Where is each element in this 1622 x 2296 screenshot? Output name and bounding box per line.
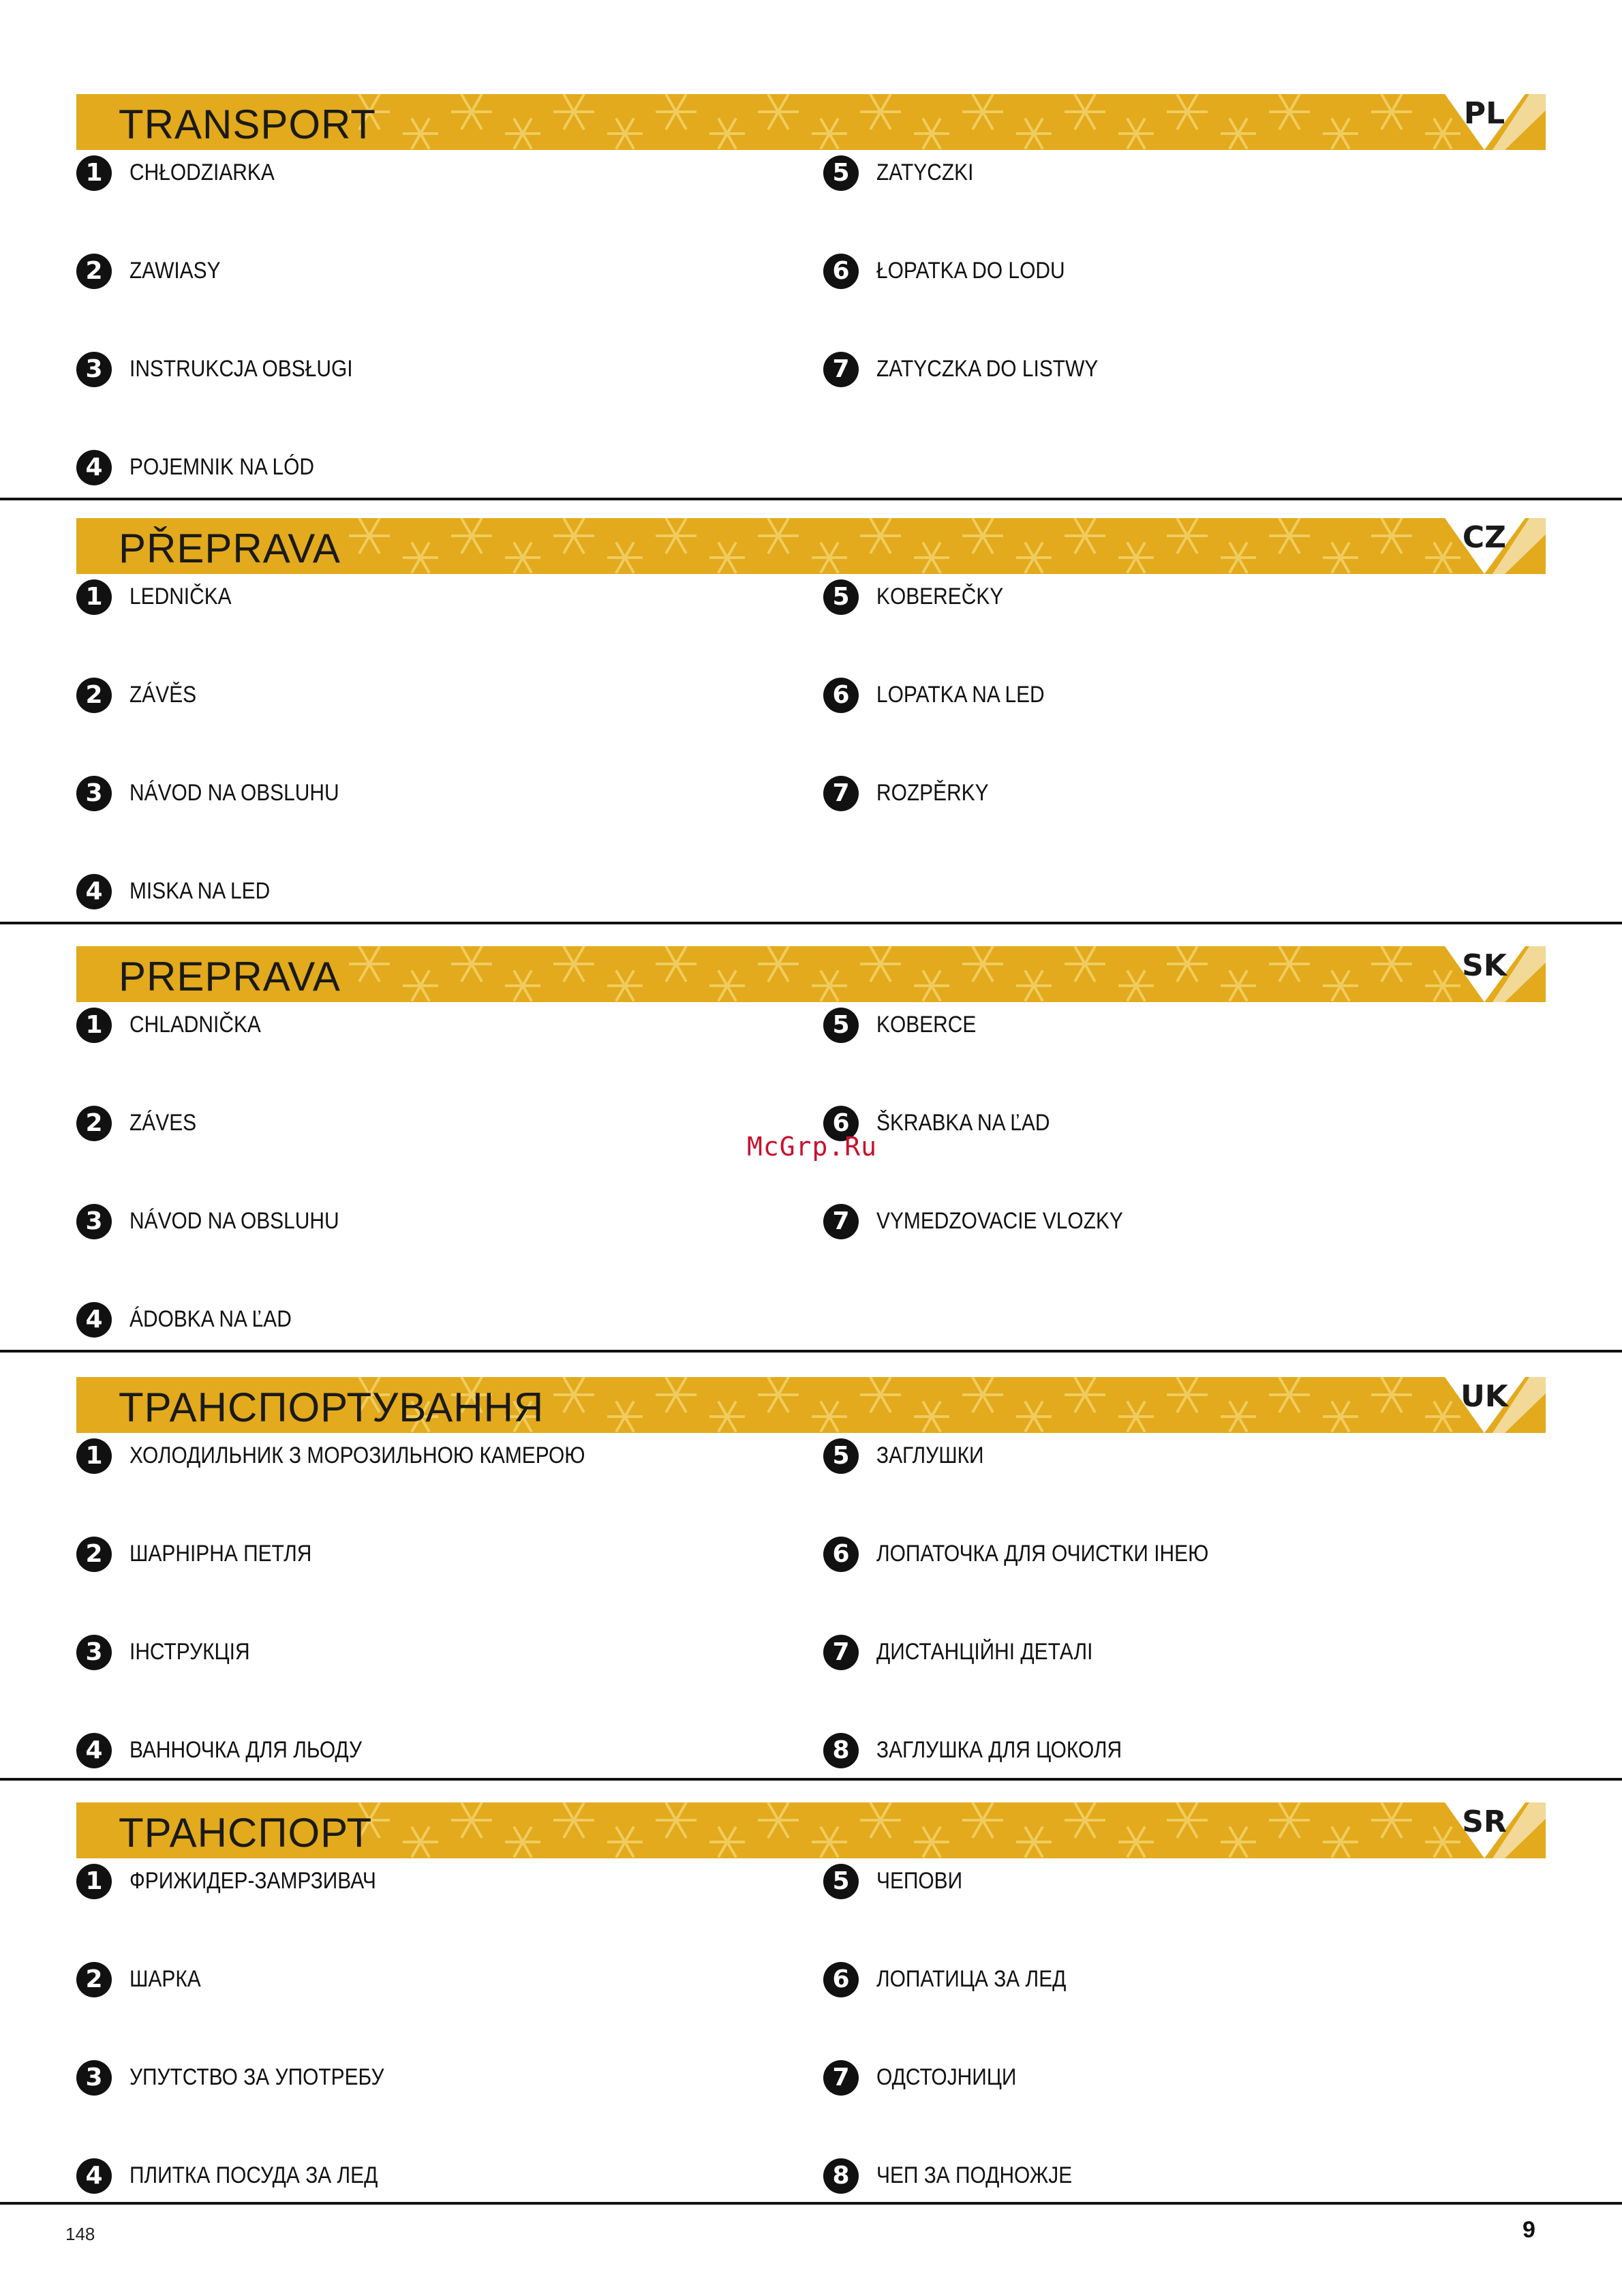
- item-number-badge: 4: [76, 874, 112, 909]
- language-code: UK: [1460, 1379, 1508, 1414]
- item-label: LOPATKA NA LED: [876, 682, 1045, 708]
- section-title: PREPRAVA: [119, 954, 341, 999]
- section-divider-line: [0, 2202, 1622, 2205]
- item-number-badge: 3: [76, 776, 112, 811]
- item-number-badge: 6: [823, 1962, 859, 1997]
- item-label: ŠKRABKA NA ĽAD: [876, 1110, 1050, 1136]
- item-label: ОДСТОЈНИЦИ: [876, 2064, 1017, 2090]
- item-number-badge: 3: [76, 2060, 112, 2096]
- footer-page-number-right: 9: [1522, 2217, 1535, 2243]
- item-label: NÁVOD NA OBSLUHU: [129, 780, 339, 806]
- item-number-badge: 2: [76, 254, 112, 289]
- item-number-badge: 5: [823, 579, 859, 615]
- item-label: KOBEREČKY: [876, 584, 1004, 609]
- section-header-band: [76, 1377, 1546, 1433]
- item-number-badge: 3: [76, 1635, 112, 1670]
- item-number-badge: 7: [823, 1635, 859, 1670]
- item-label: ЛОПАТОЧКА ДЛЯ ОЧИСТКИ ІНЕЮ: [876, 1541, 1209, 1567]
- item-number-badge: 1: [76, 1864, 112, 1899]
- language-code: PL: [1463, 96, 1505, 131]
- item-number-badge: 5: [823, 1864, 859, 1899]
- item-label: ЧЕП ЗА ПОДНОЖЈЕ: [876, 2162, 1073, 2188]
- language-code: SR: [1462, 1804, 1507, 1839]
- item-number-badge: 5: [823, 1438, 859, 1474]
- section-header-band: [76, 946, 1546, 1002]
- language-tab: [1445, 518, 1546, 574]
- item-number-badge: 4: [76, 2158, 112, 2194]
- section-title: ТРАНСПОРТУВАННЯ: [119, 1385, 545, 1430]
- item-label: KOBERCE: [876, 1012, 977, 1038]
- item-number-badge: 3: [76, 352, 112, 387]
- item-label: ВАННОЧКА ДЛЯ ЛЬОДУ: [129, 1737, 363, 1763]
- section-header-band: [76, 94, 1546, 150]
- section-divider-line: [0, 922, 1622, 924]
- item-number-badge: 4: [76, 450, 112, 485]
- item-number-badge: 6: [823, 678, 859, 713]
- item-number-badge: 2: [76, 1537, 112, 1572]
- item-label: ХОЛОДИЛЬНИК З МОРОЗИЛЬНОЮ КАМЕРОЮ: [129, 1442, 585, 1468]
- item-label: POJEMNIK NA LÓD: [129, 454, 315, 480]
- item-label: ZATYCZKI: [876, 160, 974, 185]
- item-label: ZATYCZKA DO LISTWY: [876, 356, 1099, 382]
- item-label: CHLADNIČKA: [129, 1012, 261, 1038]
- item-number-badge: 6: [823, 254, 859, 289]
- language-code: SK: [1462, 948, 1507, 983]
- item-label: ЗАГЛУШКА ДЛЯ ЦОКОЛЯ: [876, 1737, 1122, 1763]
- item-number-badge: 1: [76, 155, 112, 191]
- item-label: INSTRUKCJA OBSŁUGI: [129, 356, 353, 382]
- item-label: ДИСТАНЦІЙНІ ДЕТАЛІ: [876, 1639, 1093, 1665]
- section-divider-line: [0, 498, 1622, 500]
- item-label: VYMEDZOVACIE VLOZKY: [876, 1208, 1123, 1234]
- watermark-text: McGrp.Ru: [747, 1132, 878, 1162]
- item-number-badge: 3: [76, 1204, 112, 1239]
- item-number-badge: 8: [823, 2158, 859, 2194]
- item-number-badge: 1: [76, 579, 112, 615]
- section-title: PŘEPRAVA: [119, 526, 341, 571]
- item-label: ПЛИТКА ПОСУДА ЗА ЛЕД: [129, 2162, 378, 2188]
- language-tab: [1445, 94, 1546, 150]
- item-label: NÁVOD NA OBSLUHU: [129, 1208, 339, 1234]
- item-label: ZAWIASY: [129, 258, 221, 284]
- item-number-badge: 6: [823, 1537, 859, 1572]
- item-number-badge: 2: [76, 678, 112, 713]
- section-header-band: [76, 1802, 1546, 1858]
- item-number-badge: 4: [76, 1302, 112, 1338]
- item-number-badge: 6: [823, 1106, 859, 1141]
- item-number-badge: 2: [76, 1106, 112, 1141]
- item-number-badge: 7: [823, 352, 859, 387]
- language-tab: [1445, 946, 1546, 1002]
- item-label: ŁOPATKA DO LODU: [876, 258, 1065, 284]
- item-number-badge: 7: [823, 776, 859, 811]
- item-label: ROZPĚRKY: [876, 780, 989, 806]
- item-number-badge: 1: [76, 1438, 112, 1474]
- item-label: ЛОПАТИЦА ЗА ЛЕД: [876, 1966, 1067, 1992]
- language-tab: [1445, 1377, 1546, 1433]
- item-number-badge: 5: [823, 155, 859, 191]
- language-tab: [1445, 1802, 1546, 1858]
- item-label: ЗАГЛУШКИ: [876, 1442, 984, 1468]
- language-code: CZ: [1462, 520, 1507, 555]
- item-label: ШАРКА: [129, 1966, 201, 1992]
- item-label: CHŁODZIARKA: [129, 160, 275, 185]
- item-label: УПУТСТВО ЗА УПОТРЕБУ: [129, 2064, 384, 2090]
- item-number-badge: 5: [823, 1008, 859, 1043]
- item-number-badge: 2: [76, 1962, 112, 1997]
- item-number-badge: 7: [823, 2060, 859, 2096]
- item-label: ІНСТРУКЦІЯ: [129, 1639, 250, 1665]
- item-label: ZÁVES: [129, 1110, 197, 1136]
- item-number-badge: 7: [823, 1204, 859, 1239]
- section-divider-line: [0, 1778, 1622, 1781]
- footer-page-number-left: 148: [65, 2224, 95, 2244]
- item-label: ФРИЖИДЕР-ЗАМРЗИВАЧ: [129, 1868, 376, 1894]
- section-divider-line: [0, 1350, 1622, 1353]
- item-label: ЧЕПОВИ: [876, 1868, 963, 1894]
- item-label: LEDNIČKA: [129, 584, 232, 609]
- section-header-band: [76, 518, 1546, 574]
- section-title: ТРАНСПОРТ: [119, 1810, 373, 1856]
- item-number-badge: 8: [823, 1733, 859, 1768]
- item-label: MISKA NA LED: [129, 878, 271, 904]
- item-number-badge: 1: [76, 1008, 112, 1043]
- item-number-badge: 4: [76, 1733, 112, 1768]
- section-title: TRANSPORT: [119, 102, 376, 147]
- item-label: ZÁVĚS: [129, 682, 197, 708]
- item-label: ШАРНІРНА ПЕТЛЯ: [129, 1541, 312, 1567]
- item-label: ÁDOBKA NA ĽAD: [129, 1306, 292, 1332]
